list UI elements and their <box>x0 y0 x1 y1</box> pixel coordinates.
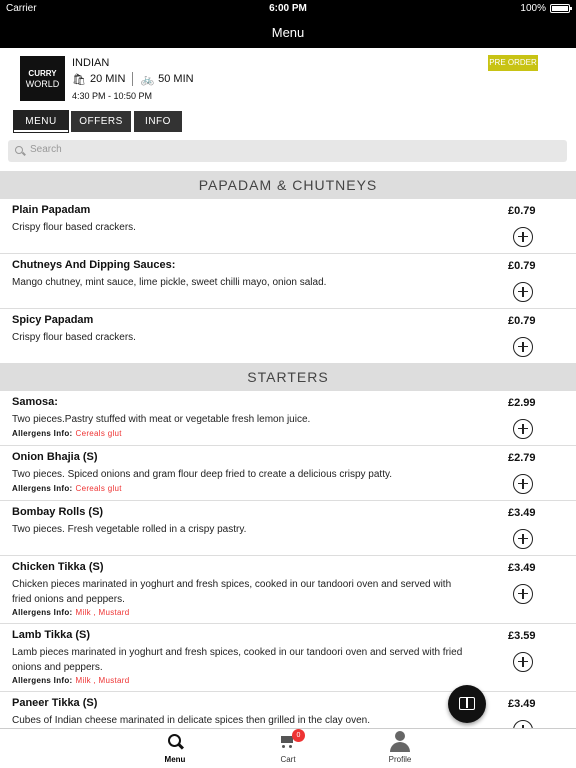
profile-icon <box>390 731 410 753</box>
bottom-tab-label: Cart <box>280 755 296 764</box>
restaurant-header <box>0 48 576 110</box>
menu-item[interactable] <box>0 199 576 254</box>
allergen-label: Allergens Info: <box>12 429 73 438</box>
bottom-tab-menu[interactable] <box>145 731 205 764</box>
tab-info[interactable]: INFO <box>134 111 182 132</box>
allergen-values: Milk , Mustard <box>75 608 130 617</box>
add-item-button[interactable] <box>513 337 533 357</box>
collection-time: 20 MIN <box>89 73 126 85</box>
pre-order-button[interactable]: PRE ORDER <box>488 55 538 71</box>
item-price: £3.49 <box>508 698 536 710</box>
search-input[interactable] <box>8 140 567 162</box>
delivery-times <box>72 72 194 86</box>
tab-menu[interactable]: MENU <box>14 111 68 132</box>
bike-icon: 🚲 <box>140 73 155 86</box>
add-item-button[interactable] <box>513 720 533 728</box>
add-item-button[interactable] <box>513 652 533 672</box>
battery-indicator <box>520 3 570 14</box>
item-name: Spicy Papadam <box>12 314 94 326</box>
item-description: Two pieces. Fresh vegetable rolled in a crispy pastry. <box>12 524 247 535</box>
item-description: Crispy flour based crackers. <box>12 222 136 233</box>
allergen-label: Allergens Info: <box>12 608 73 617</box>
item-price: £2.99 <box>508 397 536 409</box>
add-item-button[interactable] <box>513 282 533 302</box>
item-price: £2.79 <box>508 452 536 464</box>
status-time: 6:00 PM <box>269 3 307 14</box>
opening-hours: 4:30 PM - 10:50 PM <box>72 91 153 101</box>
menu-tabs <box>14 111 182 132</box>
menu-item[interactable] <box>0 624 576 692</box>
menu-book-button[interactable] <box>448 685 486 723</box>
menu-item[interactable] <box>0 446 576 501</box>
menu-item[interactable] <box>0 692 576 728</box>
section-header: STARTERS <box>0 363 576 391</box>
menu-item[interactable] <box>0 254 576 309</box>
collection-icon: 🛍 <box>72 73 86 86</box>
item-description: Mango chutney, mint sauce, lime pickle, sweet chilli mayo, onion salad. <box>12 277 327 288</box>
search-placeholder: Search <box>30 144 62 155</box>
allergen-label: Allergens Info: <box>12 676 73 685</box>
divider <box>132 72 133 86</box>
search-icon <box>167 731 183 753</box>
item-name: Lamb Tikka (S) <box>12 629 91 641</box>
nav-bar <box>0 18 576 48</box>
add-item-button[interactable] <box>513 584 533 604</box>
status-bar <box>0 0 576 18</box>
allergen-values: Cereals glut <box>75 429 122 438</box>
item-description: Two pieces.Pastry stuffed with meat or vegetable fresh lemon juice. <box>12 414 311 425</box>
delivery-time: 50 MIN <box>158 73 194 85</box>
section-header: PAPADAM & CHUTNEYS <box>0 171 576 199</box>
bottom-tab-profile[interactable] <box>370 731 430 764</box>
item-price: £0.79 <box>508 260 536 272</box>
cart-count-badge: 0 <box>292 729 305 742</box>
menu-item[interactable] <box>0 501 576 556</box>
item-price: £0.79 <box>508 315 536 327</box>
add-item-button[interactable] <box>513 474 533 494</box>
item-name: Bombay Rolls (S) <box>12 506 104 518</box>
item-description: Chicken pieces marinated in yoghurt and fresh spices, cooked in our tandoori oven and served with fried onions and peppers. <box>12 579 452 605</box>
item-description: Two pieces. Spiced onions and gram flour deep fried to create a delicious crispy patty. <box>12 469 393 480</box>
bottom-tab-bar <box>0 728 576 768</box>
restaurant-logo <box>20 56 65 101</box>
add-item-button[interactable] <box>513 419 533 439</box>
bottom-tab-label: Profile <box>388 755 412 764</box>
item-description: Crispy flour based crackers. <box>12 332 136 343</box>
item-name: Plain Papadam <box>12 204 91 216</box>
item-name: Samosa: <box>12 396 58 408</box>
bottom-tab-label: Menu <box>164 755 186 764</box>
allergen-values: Cereals glut <box>75 484 122 493</box>
allergen-info <box>12 676 130 685</box>
add-item-button[interactable] <box>513 529 533 549</box>
menu-item[interactable] <box>0 391 576 446</box>
tab-offers[interactable]: OFFERS <box>71 111 131 132</box>
allergen-values: Milk , Mustard <box>75 676 130 685</box>
bottom-tab-cart[interactable] <box>258 731 318 764</box>
battery-icon <box>550 4 570 13</box>
page-title: Menu <box>271 25 305 40</box>
item-price: £3.59 <box>508 630 536 642</box>
logo-text-top: CURRY <box>28 69 57 78</box>
logo-text-bottom: WORLD <box>25 79 60 89</box>
item-name: Paneer Tikka (S) <box>12 697 98 709</box>
allergen-info <box>12 429 122 438</box>
item-name: Onion Bhajia (S) <box>12 451 98 463</box>
cuisine-label: INDIAN <box>72 57 110 69</box>
carrier-label: Carrier <box>6 3 37 14</box>
book-icon <box>459 697 475 710</box>
battery-percent: 100% <box>520 3 546 14</box>
add-item-button[interactable] <box>513 227 533 247</box>
item-name: Chutneys And Dipping Sauces: <box>12 259 176 271</box>
item-name: Chicken Tikka (S) <box>12 561 104 573</box>
item-description: Lamb pieces marinated in yoghurt and fresh spices, cooked in our tandoori oven and served with fried onions and peppers. <box>12 647 463 673</box>
menu-item[interactable] <box>0 556 576 624</box>
menu-item[interactable] <box>0 309 576 363</box>
cart-icon <box>278 731 301 753</box>
item-price: £3.49 <box>508 507 536 519</box>
item-price: £0.79 <box>508 205 536 217</box>
item-description: Cubes of Indian cheese marinated in delicate spices then grilled in the clay oven. <box>12 715 370 726</box>
allergen-info <box>12 608 130 617</box>
allergen-info <box>12 484 122 493</box>
item-price: £3.49 <box>508 562 536 574</box>
allergen-label: Allergens Info: <box>12 484 73 493</box>
search-icon <box>15 146 23 154</box>
